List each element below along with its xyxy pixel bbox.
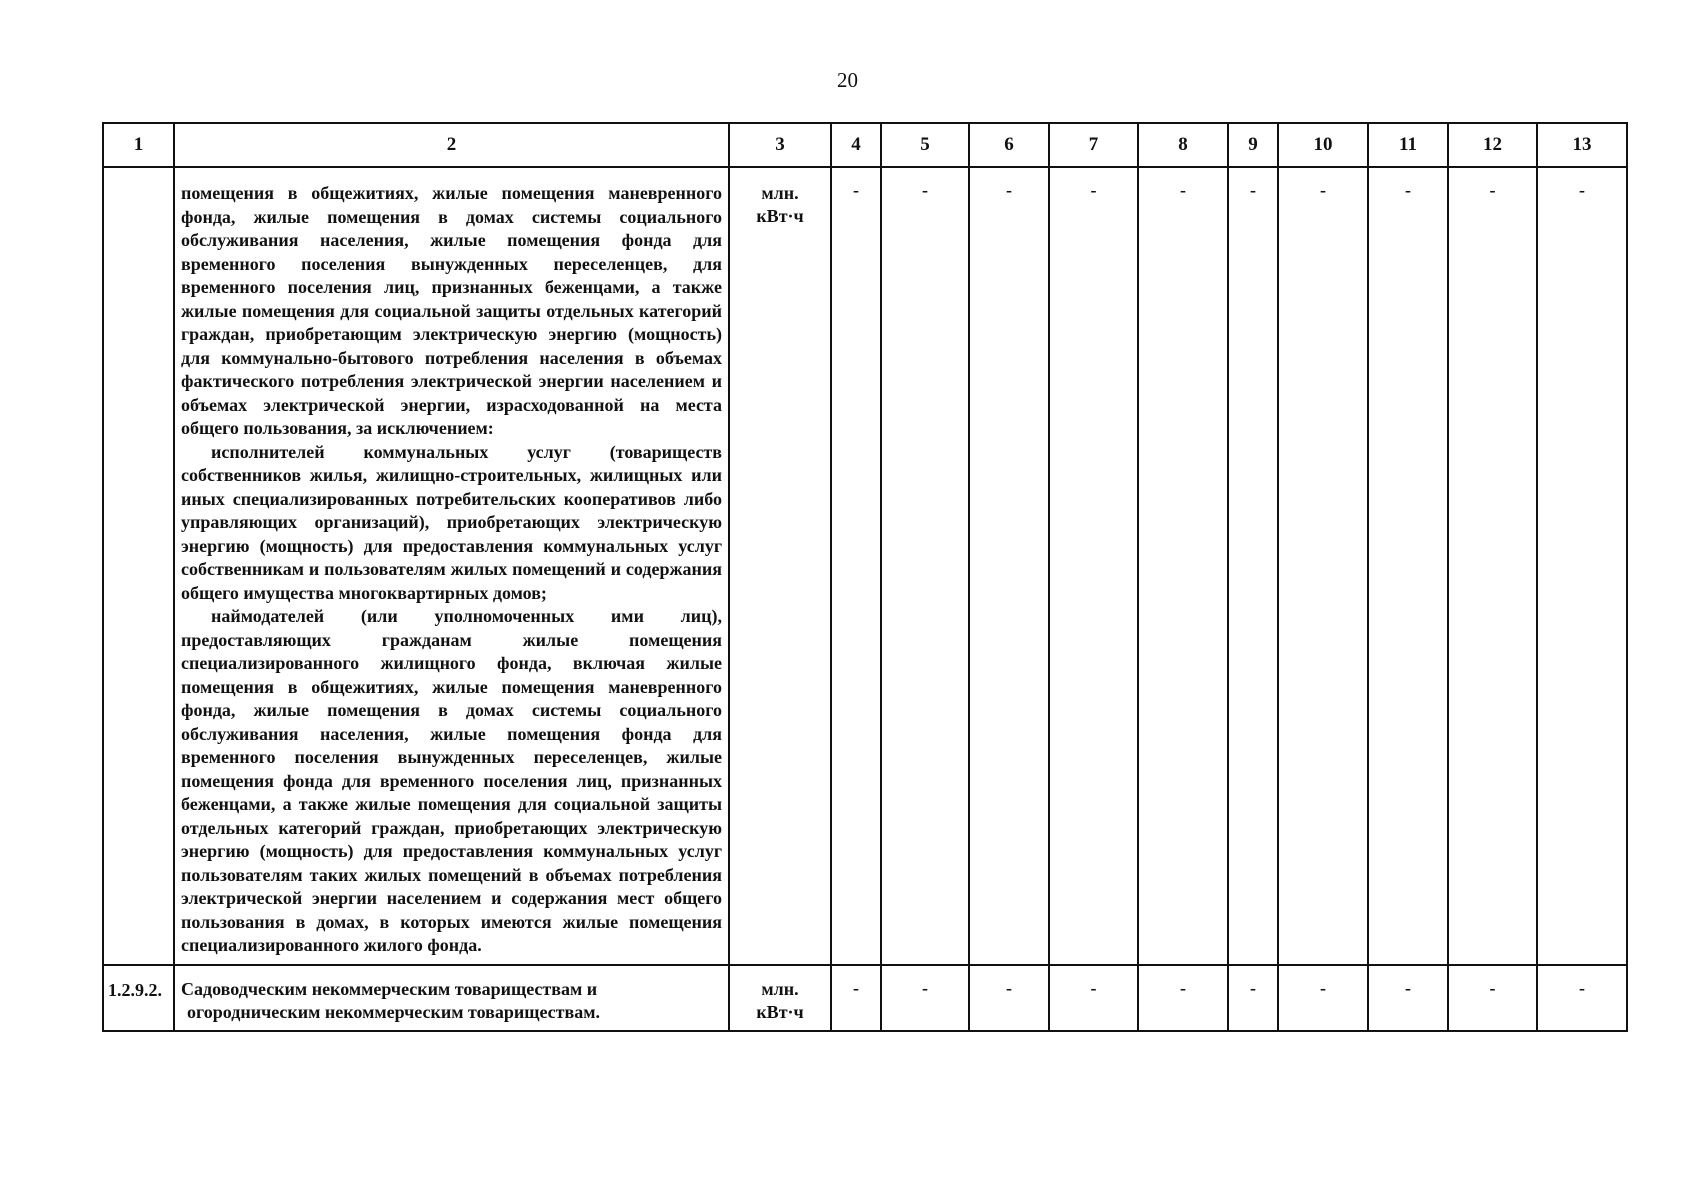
value-cell: -: [1228, 167, 1278, 965]
unit-line: млн.: [761, 978, 799, 999]
value-cell: -: [969, 965, 1049, 1031]
column-header: 13: [1537, 123, 1627, 167]
row-code: 1.2.9.2.: [103, 965, 174, 1031]
tariff-table: [102, 122, 1628, 1032]
table-row: [103, 167, 1627, 965]
value-cell: -: [831, 965, 881, 1031]
value-cell: -: [1448, 167, 1537, 965]
row-code: [103, 167, 174, 965]
value-cell: -: [1228, 965, 1278, 1031]
column-header: 11: [1368, 123, 1448, 167]
column-header: 9: [1228, 123, 1278, 167]
page-number: 20: [837, 68, 858, 92]
column-header: 2: [174, 123, 729, 167]
header-row: [103, 123, 1627, 167]
value-cell: -: [1537, 167, 1627, 965]
value-cell: -: [1049, 965, 1138, 1031]
unit-line: кВт·ч: [756, 1001, 804, 1022]
value-cell: -: [1049, 167, 1138, 965]
value-cell: -: [1448, 965, 1537, 1031]
column-header: 1: [103, 123, 174, 167]
unit-line: млн.: [761, 183, 799, 203]
row-unit: [729, 965, 831, 1031]
value-cell: -: [969, 167, 1049, 965]
table-row: [103, 965, 1627, 1031]
column-header: 8: [1138, 123, 1228, 167]
value-cell: -: [1138, 965, 1228, 1031]
column-header: 12: [1448, 123, 1537, 167]
value-cell: -: [831, 167, 881, 965]
value-cell: -: [1278, 965, 1368, 1031]
column-header: 3: [729, 123, 831, 167]
value-cell: -: [1138, 167, 1228, 965]
value-cell: -: [1537, 965, 1627, 1031]
unit-line: кВт·ч: [756, 206, 804, 226]
value-cell: -: [1278, 167, 1368, 965]
value-cell: -: [1368, 167, 1448, 965]
description-paragraph: помещения в общежитиях, жилые помещения маневренного фонда, жилые помещения в домах системы социального обслуживания населения, жилые помещения фонда для временного поселения вынужденных переселенцев, для временного поселения лиц, признанных беженцами, а также жилые помещения для социальной защиты отдельных категорий граждан, приобретающим электрическую энергию (мощность) для коммунально-бытового потребления населения в объемах фактического потребления электрической энергии населением и объемах электрической энергии, израсходованной на места общего пользования, за исключением:: [181, 183, 722, 438]
description-paragraph: наймодателей (или уполномоченных ими лиц), предоставляющих гражданам жилые помещения специализированного жилищного фонда, включая жилые помещения в общежитиях, жилые помещения маневренного фонда, жилые помещения в домах системы социального обслуживания населения, жилые помещения фонда для временного поселения вынужденных переселенцев, жилые помещения фонда для временного поселения лиц, признанных беженцами, а также жилые помещения для социальной защиты отдельных категорий граждан, приобретающих электрическую энергию (мощность) для предоставления коммунальных услуг пользователям таких жилых помещений в объемах потребления электрической энергии населением и содержания мест общего пользования в домах, в которых имеются жилые помещения специализированного жилого фонда.: [181, 606, 722, 955]
row-description: [174, 965, 729, 1031]
description-paragraph: Садоводческим некоммерческим товариществам и: [181, 978, 598, 999]
column-header: 5: [881, 123, 969, 167]
column-header: 4: [831, 123, 881, 167]
value-cell: -: [1368, 965, 1448, 1031]
value-cell: -: [881, 965, 969, 1031]
description-paragraph: исполнителей коммунальных услуг (товариществ собственников жилья, жилищно-строительных, жилищных или иных специализированных потребительских кооперативов либо управляющих организаций), приобретающих электрическую энергию (мощность) для предоставления коммунальных услуг собственникам и пользователям жилых помещений и содержания общего имущества многоквартирных домов;: [181, 441, 722, 603]
row-description: [174, 167, 729, 965]
column-header: 7: [1049, 123, 1138, 167]
description-paragraph: огородническим некоммерческим товариществам.: [187, 1001, 600, 1022]
value-cell: -: [881, 167, 969, 965]
column-header: 10: [1278, 123, 1368, 167]
column-header: 6: [969, 123, 1049, 167]
row-unit: [729, 167, 831, 965]
